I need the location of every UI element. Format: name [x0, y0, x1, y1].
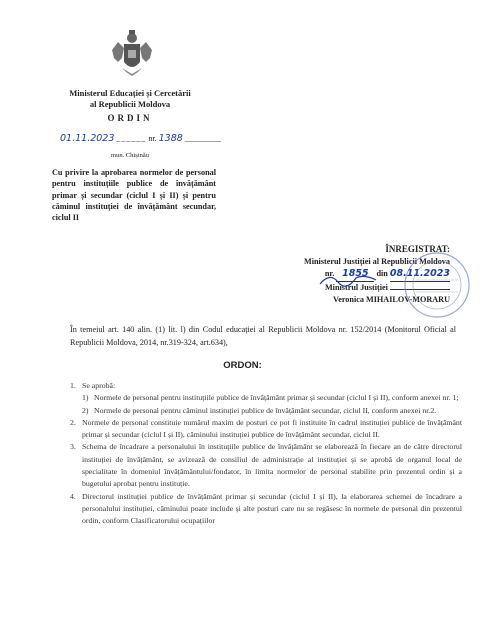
- registration-heading: ÎNREGISTRAT:: [385, 244, 450, 254]
- list-item: 3. Schema de încadrare a personalului în instituțiile publice de învățământ se elaborează în fiecare an de către directorul instituției de învățământ, se avizează de consiliul de administrație al instituției și se aprobă de organul local de specialitate în domeniul învățământului/fondator, în limita normelor de personal stabilite prin prezentul ordin și a bugetului aprobat pentru instituție.: [70, 442, 462, 489]
- order-title: Cu privire la aprobarea normelor de personal pentru instituțiile publice de învățământ primar și secundar (ciclul I și II) și pentru căminul instituției de învățământ secundar, ciclul II: [52, 168, 216, 223]
- coat-of-arms-emblem: [108, 28, 156, 82]
- registration-ministry: Ministerul Justiției al Republicii Moldova: [303, 256, 450, 266]
- list-item: 2. Normele de personal constituie numărul maxim de posturi ce pot fi instituite în cadrul instituției publice de învățământ primar și secundar (ciclul I și II), căminului instituției publice de învățământ secundar, ciclul II.: [70, 417, 462, 440]
- minister-name: Veronica MIHAILOV-MORARU: [333, 295, 450, 304]
- order-number: 1388: [158, 133, 183, 144]
- order-date: 01.11.2023: [60, 133, 115, 144]
- order-number-line: 01.11.2023 ______ nr. 1388 _________: [60, 133, 221, 144]
- order-nr-label: nr.: [148, 134, 157, 143]
- list-subitem: 2) Normele de personal pentru căminul instituției publice de învățământ secundar, ciclul II, conform anexei nr.2.: [82, 405, 437, 415]
- registration-date: 08.11.2023: [390, 268, 450, 282]
- minister-title: Ministrul Justiției: [240, 282, 450, 295]
- ministry-name-line2: al Republicii Moldova: [89, 99, 171, 109]
- order-content: [70, 380, 462, 528]
- list-item: 1. Se aprobă:: [70, 381, 116, 390]
- signature-mark: [318, 270, 378, 290]
- document-type: ORDIN: [107, 113, 153, 123]
- ministry-name-line1: Ministerul Educației și Cercetării: [69, 88, 191, 98]
- ministry-header: [30, 88, 230, 110]
- official-stamp: [402, 250, 472, 320]
- place-of-issue: mun. Chișinău: [111, 152, 149, 159]
- registration-number-line: nr. 1855 din 08.11.2023: [240, 268, 450, 282]
- list-item: 4. Directorul instituției publice de învățământ primar și secundar (ciclul I și II), la elaborarea schemei de încadrare a personalului instituției, căminului poate include și alte posturi care nu se regăsesc în normele de personal din prezentul ordin, conform Clasificatorului ocupațiilor: [70, 491, 462, 526]
- registration-number: 1855: [336, 268, 374, 282]
- ordon-heading: ORDON:: [223, 360, 262, 371]
- list-subitem: 1) Normele de personal pentru instituțiile publice de învățământ primar și secundar (ciclul I și II), conform anexei nr. 1;: [82, 393, 459, 403]
- legal-basis-preamble: În temeiul art. 140 alin. (1) lit. l) din Codul educației al Republicii Moldova nr. 152/2014 (Monitorul Oficial al Republicii Moldova, 2014, nr.319-324, art.634),: [70, 325, 456, 347]
